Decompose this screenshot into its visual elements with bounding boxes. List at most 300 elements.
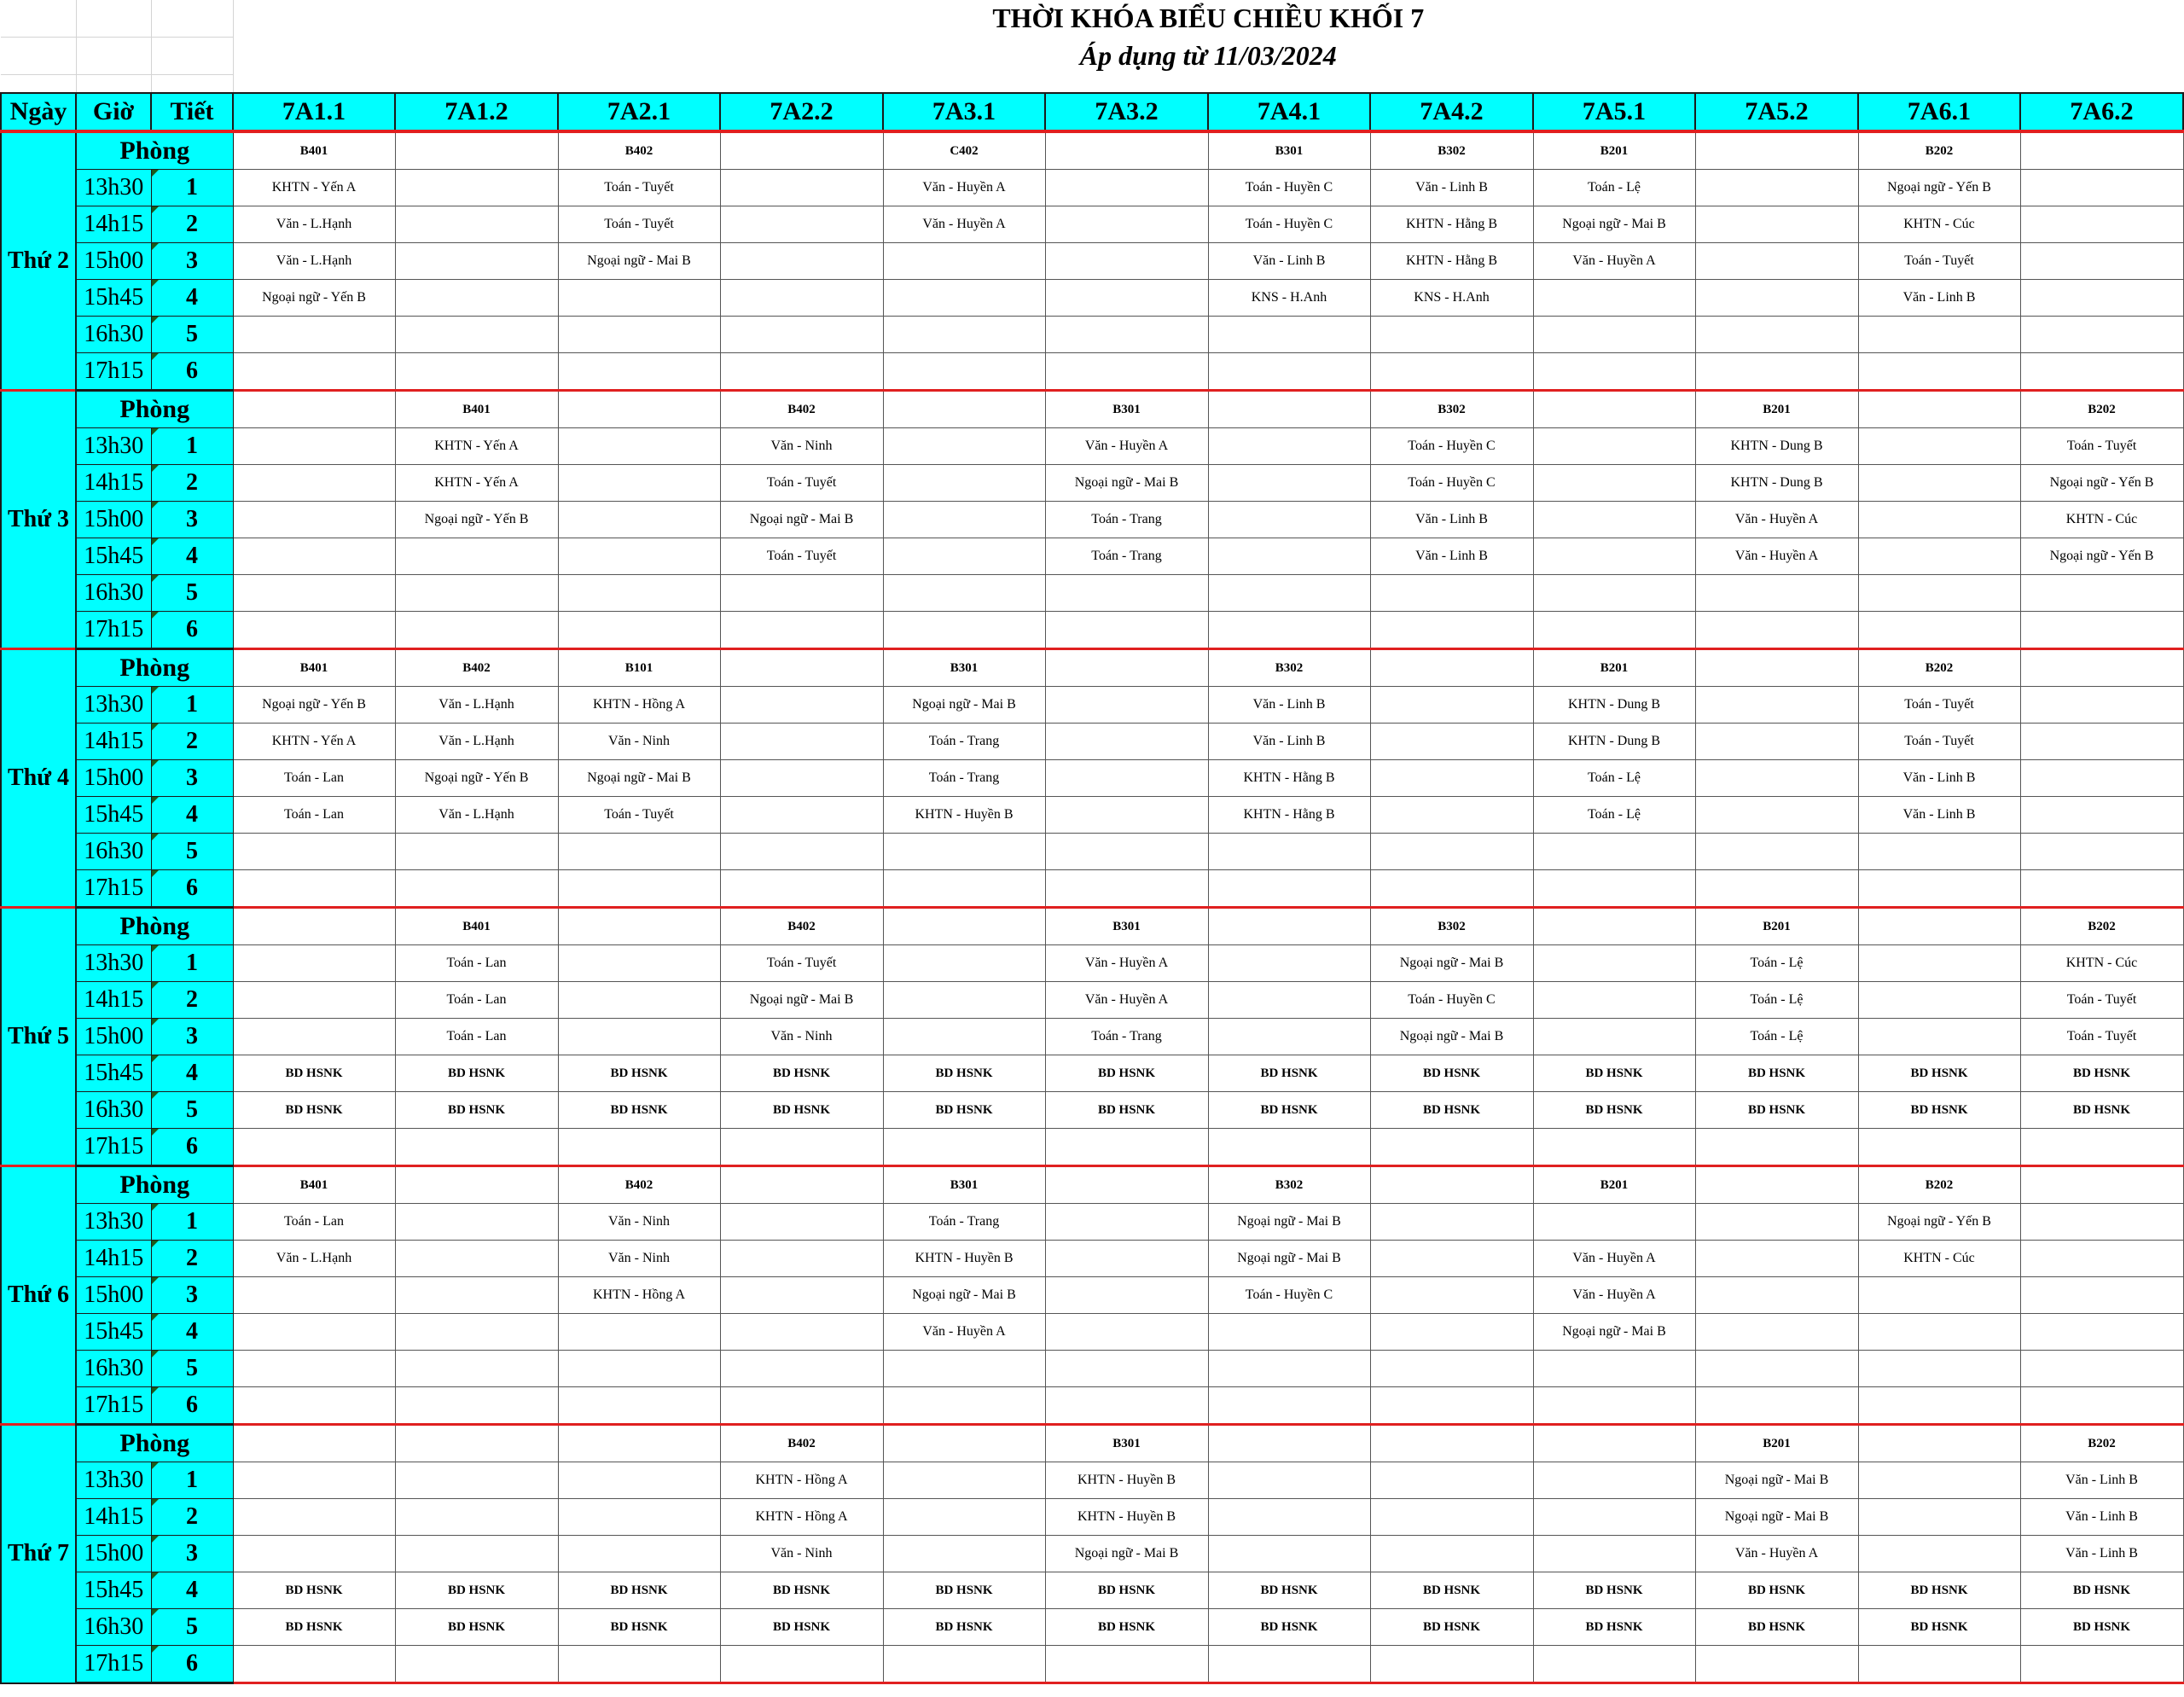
period-time: 14h15 bbox=[76, 465, 151, 502]
room-cell: B201 bbox=[1695, 1425, 1858, 1462]
period-number: 2 bbox=[151, 465, 233, 502]
lesson-cell bbox=[883, 612, 1045, 649]
lesson-cell bbox=[883, 428, 1045, 465]
period-time: 13h30 bbox=[76, 1204, 151, 1241]
room-cell bbox=[1045, 649, 1208, 687]
lesson-cell bbox=[1695, 1314, 1858, 1351]
lesson-cell bbox=[720, 1277, 883, 1314]
header-class: 7A1.2 bbox=[395, 93, 558, 131]
lesson-cell bbox=[2020, 317, 2183, 353]
period-row bbox=[1, 870, 2183, 908]
lesson-cell: BD HSNK bbox=[1370, 1092, 1533, 1129]
lesson-cell bbox=[1695, 1204, 1858, 1241]
room-cell: B301 bbox=[1208, 131, 1370, 170]
room-cell bbox=[720, 131, 883, 170]
lesson-cell: Văn - L.Hạnh bbox=[395, 797, 558, 834]
lesson-cell bbox=[1370, 1387, 1533, 1425]
period-number: 4 bbox=[151, 797, 233, 834]
lesson-cell bbox=[558, 280, 720, 317]
room-cell bbox=[720, 649, 883, 687]
room-cell: B202 bbox=[2020, 1425, 2183, 1462]
lesson-cell: Văn - Huyền A bbox=[1533, 243, 1695, 280]
lesson-cell: Toán - Huyền C bbox=[1370, 428, 1533, 465]
lesson-cell: Văn - Huyền A bbox=[883, 206, 1045, 243]
lesson-cell: KHTN - Hằng B bbox=[1370, 243, 1533, 280]
lesson-cell bbox=[558, 1387, 720, 1425]
lesson-cell: Toán - Lan bbox=[233, 1204, 395, 1241]
lesson-cell: Ngoại ngữ - Yến B bbox=[233, 280, 395, 317]
lesson-cell: Văn - Huyền A bbox=[1695, 1536, 1858, 1572]
room-cell: B202 bbox=[1858, 131, 2020, 170]
lesson-cell bbox=[395, 1204, 558, 1241]
lesson-cell bbox=[883, 1536, 1045, 1572]
lesson-cell: KHTN - Dung B bbox=[1695, 428, 1858, 465]
period-number: 6 bbox=[151, 1646, 233, 1683]
lesson-cell bbox=[883, 1019, 1045, 1055]
lesson-cell: Ngoại ngữ - Mai B bbox=[1208, 1204, 1370, 1241]
lesson-cell: Toán - Lệ bbox=[1695, 1019, 1858, 1055]
lesson-cell bbox=[1695, 243, 1858, 280]
period-time: 13h30 bbox=[76, 428, 151, 465]
lesson-cell bbox=[1695, 870, 1858, 908]
period-row bbox=[1, 797, 2183, 834]
period-number: 2 bbox=[151, 206, 233, 243]
period-row bbox=[1, 243, 2183, 280]
lesson-cell bbox=[233, 353, 395, 391]
period-row bbox=[1, 687, 2183, 724]
lesson-cell bbox=[883, 502, 1045, 538]
period-number: 4 bbox=[151, 1572, 233, 1609]
lesson-cell: Văn - L.Hạnh bbox=[233, 1241, 395, 1277]
lesson-cell: Ngoại ngữ - Mai B bbox=[1695, 1462, 1858, 1499]
lesson-cell: Toán - Trang bbox=[1045, 502, 1208, 538]
lesson-cell: Ngoại ngữ - Mai B bbox=[1370, 945, 1533, 982]
lesson-cell bbox=[233, 428, 395, 465]
period-row bbox=[1, 206, 2183, 243]
lesson-cell bbox=[395, 280, 558, 317]
period-number: 1 bbox=[151, 687, 233, 724]
lesson-cell bbox=[883, 870, 1045, 908]
lesson-cell bbox=[395, 1387, 558, 1425]
lesson-cell bbox=[1045, 243, 1208, 280]
room-cell bbox=[1533, 391, 1695, 428]
lesson-cell bbox=[720, 1387, 883, 1425]
room-cell bbox=[395, 1425, 558, 1462]
room-cell: C402 bbox=[883, 131, 1045, 170]
lesson-cell: Văn - Linh B bbox=[2020, 1462, 2183, 1499]
lesson-cell: BD HSNK bbox=[1045, 1055, 1208, 1092]
room-cell: B301 bbox=[1045, 391, 1208, 428]
room-cell: B301 bbox=[1045, 1425, 1208, 1462]
lesson-cell bbox=[1858, 538, 2020, 575]
lesson-cell bbox=[2020, 1277, 2183, 1314]
lesson-cell bbox=[395, 170, 558, 206]
period-row bbox=[1, 1204, 2183, 1241]
lesson-cell bbox=[1858, 1019, 2020, 1055]
lesson-cell: BD HSNK bbox=[233, 1609, 395, 1646]
room-cell bbox=[233, 908, 395, 945]
room-cell bbox=[1533, 908, 1695, 945]
lesson-cell: BD HSNK bbox=[395, 1609, 558, 1646]
lesson-cell bbox=[1208, 834, 1370, 870]
lesson-cell bbox=[720, 243, 883, 280]
lesson-cell bbox=[1533, 1129, 1695, 1166]
lesson-cell bbox=[233, 834, 395, 870]
lesson-cell: KHTN - Yến A bbox=[233, 170, 395, 206]
lesson-cell bbox=[558, 1351, 720, 1387]
lesson-cell: Văn - Ninh bbox=[558, 1241, 720, 1277]
lesson-cell bbox=[395, 317, 558, 353]
lesson-cell: Ngoại ngữ - Yến B bbox=[2020, 465, 2183, 502]
lesson-cell bbox=[395, 1241, 558, 1277]
lesson-cell: Văn - L.Hạnh bbox=[395, 724, 558, 760]
day-label: Thứ 4 bbox=[1, 649, 76, 908]
lesson-cell bbox=[720, 834, 883, 870]
lesson-cell bbox=[558, 1499, 720, 1536]
lesson-cell bbox=[558, 945, 720, 982]
lesson-cell: KHTN - Hằng B bbox=[1208, 760, 1370, 797]
lesson-cell bbox=[720, 1646, 883, 1683]
lesson-cell: Toán - Tuyết bbox=[1858, 687, 2020, 724]
lesson-cell: Toán - Tuyết bbox=[558, 797, 720, 834]
lesson-cell bbox=[2020, 760, 2183, 797]
lesson-cell bbox=[1858, 1462, 2020, 1499]
period-time: 15h00 bbox=[76, 243, 151, 280]
lesson-cell bbox=[1533, 317, 1695, 353]
period-time: 15h00 bbox=[76, 1536, 151, 1572]
period-time: 13h30 bbox=[76, 687, 151, 724]
lesson-cell: KNS - H.Anh bbox=[1370, 280, 1533, 317]
lesson-cell bbox=[883, 1351, 1045, 1387]
lesson-cell: KHTN - Hồng A bbox=[558, 687, 720, 724]
lesson-cell bbox=[1695, 1351, 1858, 1387]
room-row bbox=[1, 131, 2183, 170]
lesson-cell: Ngoại ngữ - Mai B bbox=[720, 502, 883, 538]
period-row bbox=[1, 538, 2183, 575]
period-number: 4 bbox=[151, 538, 233, 575]
header-class: 7A6.1 bbox=[1858, 93, 2020, 131]
lesson-cell bbox=[1858, 353, 2020, 391]
lesson-cell bbox=[1370, 1277, 1533, 1314]
lesson-cell bbox=[1370, 575, 1533, 612]
period-time: 14h15 bbox=[76, 724, 151, 760]
period-row bbox=[1, 1129, 2183, 1166]
lesson-cell: Văn - L.Hạnh bbox=[233, 243, 395, 280]
lesson-cell: Ngoại ngữ - Yến B bbox=[2020, 538, 2183, 575]
room-row bbox=[1, 1425, 2183, 1462]
day-label: Thứ 6 bbox=[1, 1166, 76, 1425]
lesson-cell: Ngoại ngữ - Yến B bbox=[1858, 1204, 2020, 1241]
lesson-cell: Ngoại ngữ - Mai B bbox=[558, 760, 720, 797]
lesson-cell: Văn - Linh B bbox=[1858, 797, 2020, 834]
lesson-cell bbox=[2020, 1314, 2183, 1351]
lesson-cell: Toán - Lệ bbox=[1533, 760, 1695, 797]
lesson-cell: Toán - Huyền C bbox=[1208, 170, 1370, 206]
period-time: 16h30 bbox=[76, 834, 151, 870]
lesson-cell bbox=[1858, 1314, 2020, 1351]
day-label: Thứ 3 bbox=[1, 391, 76, 649]
lesson-cell bbox=[1533, 982, 1695, 1019]
day-label: Thứ 2 bbox=[1, 131, 76, 391]
header-class: 7A5.2 bbox=[1695, 93, 1858, 131]
lesson-cell bbox=[2020, 612, 2183, 649]
lesson-cell: Toán - Tuyết bbox=[558, 170, 720, 206]
lesson-cell bbox=[883, 280, 1045, 317]
lesson-cell: BD HSNK bbox=[395, 1092, 558, 1129]
lesson-cell bbox=[1370, 1536, 1533, 1572]
lesson-cell bbox=[233, 945, 395, 982]
room-cell bbox=[1045, 131, 1208, 170]
period-row bbox=[1, 945, 2183, 982]
lesson-cell: Toán - Trang bbox=[883, 760, 1045, 797]
lesson-cell: Văn - Huyền A bbox=[883, 170, 1045, 206]
phong-label: Phòng bbox=[76, 1166, 233, 1204]
period-row bbox=[1, 1055, 2183, 1092]
room-cell bbox=[1208, 391, 1370, 428]
lesson-cell: Toán - Tuyết bbox=[720, 465, 883, 502]
lesson-cell: KHTN - Dung B bbox=[1533, 724, 1695, 760]
period-number: 5 bbox=[151, 317, 233, 353]
period-number: 2 bbox=[151, 1499, 233, 1536]
lesson-cell bbox=[2020, 797, 2183, 834]
lesson-cell bbox=[1208, 538, 1370, 575]
page-subtitle: Áp dụng từ 11/03/2024 bbox=[1079, 40, 1337, 71]
lesson-cell bbox=[2020, 870, 2183, 908]
period-time: 17h15 bbox=[76, 1387, 151, 1425]
room-cell: B302 bbox=[1370, 131, 1533, 170]
period-time: 17h15 bbox=[76, 1129, 151, 1166]
lesson-cell bbox=[1533, 465, 1695, 502]
lesson-cell bbox=[1208, 1019, 1370, 1055]
lesson-cell bbox=[233, 465, 395, 502]
period-time: 15h45 bbox=[76, 538, 151, 575]
lesson-cell bbox=[233, 1314, 395, 1351]
lesson-cell bbox=[883, 834, 1045, 870]
lesson-cell bbox=[558, 1129, 720, 1166]
lesson-cell bbox=[883, 982, 1045, 1019]
period-number: 4 bbox=[151, 280, 233, 317]
period-time: 15h00 bbox=[76, 1277, 151, 1314]
lesson-cell bbox=[2020, 687, 2183, 724]
period-row bbox=[1, 280, 2183, 317]
lesson-cell bbox=[395, 1462, 558, 1499]
lesson-cell bbox=[558, 538, 720, 575]
lesson-cell bbox=[233, 870, 395, 908]
lesson-cell bbox=[1695, 1646, 1858, 1683]
lesson-cell: BD HSNK bbox=[1533, 1572, 1695, 1609]
period-time: 17h15 bbox=[76, 870, 151, 908]
room-cell: B401 bbox=[233, 1166, 395, 1204]
period-row bbox=[1, 1646, 2183, 1683]
lesson-cell bbox=[1208, 465, 1370, 502]
lesson-cell bbox=[1045, 1204, 1208, 1241]
lesson-cell bbox=[1045, 612, 1208, 649]
period-time: 13h30 bbox=[76, 1462, 151, 1499]
lesson-cell bbox=[720, 353, 883, 391]
lesson-cell: Văn - Linh B bbox=[1858, 280, 2020, 317]
lesson-cell bbox=[233, 538, 395, 575]
lesson-cell: Ngoại ngữ - Mai B bbox=[1208, 1241, 1370, 1277]
period-time: 14h15 bbox=[76, 206, 151, 243]
lesson-cell: Văn - Linh B bbox=[1370, 538, 1533, 575]
room-cell: B201 bbox=[1533, 1166, 1695, 1204]
lesson-cell bbox=[1695, 760, 1858, 797]
period-row bbox=[1, 1462, 2183, 1499]
lesson-cell bbox=[1045, 1351, 1208, 1387]
lesson-cell: Văn - Linh B bbox=[1370, 502, 1533, 538]
lesson-cell bbox=[1858, 1536, 2020, 1572]
room-cell bbox=[1045, 1166, 1208, 1204]
room-cell bbox=[233, 1425, 395, 1462]
lesson-cell: KHTN - Cúc bbox=[2020, 502, 2183, 538]
lesson-cell bbox=[2020, 834, 2183, 870]
lesson-cell bbox=[395, 1646, 558, 1683]
lesson-cell: KHTN - Huyền B bbox=[1045, 1462, 1208, 1499]
lesson-cell bbox=[883, 1462, 1045, 1499]
lesson-cell bbox=[2020, 170, 2183, 206]
period-row bbox=[1, 1019, 2183, 1055]
lesson-cell: Văn - Linh B bbox=[1208, 243, 1370, 280]
period-row bbox=[1, 575, 2183, 612]
lesson-cell bbox=[883, 575, 1045, 612]
room-cell bbox=[1370, 1425, 1533, 1462]
lesson-cell bbox=[395, 834, 558, 870]
lesson-cell: Ngoại ngữ - Yến B bbox=[395, 760, 558, 797]
lesson-cell: BD HSNK bbox=[1695, 1609, 1858, 1646]
header-class: 7A3.1 bbox=[883, 93, 1045, 131]
lesson-cell bbox=[395, 612, 558, 649]
lesson-cell bbox=[720, 317, 883, 353]
period-time: 15h00 bbox=[76, 1019, 151, 1055]
lesson-cell: Toán - Lan bbox=[395, 982, 558, 1019]
lesson-cell bbox=[1208, 870, 1370, 908]
lesson-cell: BD HSNK bbox=[720, 1092, 883, 1129]
lesson-cell: Toán - Lan bbox=[233, 797, 395, 834]
lesson-cell bbox=[395, 575, 558, 612]
lesson-cell bbox=[1858, 870, 2020, 908]
lesson-cell bbox=[233, 317, 395, 353]
lesson-cell bbox=[1858, 612, 2020, 649]
period-time: 17h15 bbox=[76, 1646, 151, 1683]
lesson-cell: KHTN - Dung B bbox=[1695, 465, 1858, 502]
lesson-cell bbox=[1695, 612, 1858, 649]
lesson-cell: Toán - Lệ bbox=[1533, 170, 1695, 206]
lesson-cell: Ngoại ngữ - Mai B bbox=[720, 982, 883, 1019]
lesson-cell bbox=[1045, 724, 1208, 760]
lesson-cell: Văn - Huyền A bbox=[1695, 502, 1858, 538]
period-row bbox=[1, 502, 2183, 538]
day-label: Thứ 5 bbox=[1, 908, 76, 1166]
lesson-cell bbox=[2020, 1646, 2183, 1683]
lesson-cell: Ngoại ngữ - Mai B bbox=[1045, 465, 1208, 502]
room-cell: B301 bbox=[883, 1166, 1045, 1204]
lesson-cell bbox=[1533, 280, 1695, 317]
lesson-cell: BD HSNK bbox=[1858, 1572, 2020, 1609]
lesson-cell bbox=[720, 724, 883, 760]
header-class: 7A2.1 bbox=[558, 93, 720, 131]
lesson-cell bbox=[2020, 353, 2183, 391]
period-number: 6 bbox=[151, 1129, 233, 1166]
lesson-cell bbox=[883, 465, 1045, 502]
lesson-cell bbox=[1045, 170, 1208, 206]
lesson-cell bbox=[395, 1536, 558, 1572]
lesson-cell bbox=[720, 575, 883, 612]
lesson-cell bbox=[1208, 1499, 1370, 1536]
lesson-cell bbox=[1533, 428, 1695, 465]
period-time: 14h15 bbox=[76, 1241, 151, 1277]
lesson-cell bbox=[1533, 1019, 1695, 1055]
lesson-cell bbox=[1858, 1499, 2020, 1536]
lesson-cell: BD HSNK bbox=[395, 1055, 558, 1092]
room-cell: B402 bbox=[558, 1166, 720, 1204]
period-row bbox=[1, 1351, 2183, 1387]
period-time: 15h00 bbox=[76, 760, 151, 797]
header-class: 7A3.2 bbox=[1045, 93, 1208, 131]
period-time: 14h15 bbox=[76, 982, 151, 1019]
lesson-cell bbox=[1370, 317, 1533, 353]
period-number: 6 bbox=[151, 1387, 233, 1425]
room-cell bbox=[883, 391, 1045, 428]
period-time: 16h30 bbox=[76, 575, 151, 612]
day-label: Thứ 7 bbox=[1, 1425, 76, 1683]
lesson-cell bbox=[1045, 1314, 1208, 1351]
header-ngay: Ngày bbox=[1, 93, 76, 131]
period-number: 5 bbox=[151, 1351, 233, 1387]
room-cell bbox=[1370, 1166, 1533, 1204]
lesson-cell bbox=[395, 353, 558, 391]
header-class: 7A6.2 bbox=[2020, 93, 2183, 131]
room-cell bbox=[1370, 649, 1533, 687]
lesson-cell bbox=[1858, 945, 2020, 982]
period-time: 13h30 bbox=[76, 170, 151, 206]
lesson-cell: BD HSNK bbox=[883, 1609, 1045, 1646]
lesson-cell: Toán - Huyền C bbox=[1208, 206, 1370, 243]
lesson-cell bbox=[558, 1536, 720, 1572]
lesson-cell bbox=[1208, 1314, 1370, 1351]
lesson-cell: BD HSNK bbox=[558, 1092, 720, 1129]
room-cell bbox=[1208, 908, 1370, 945]
lesson-cell: Văn - Ninh bbox=[720, 1536, 883, 1572]
lesson-cell: KNS - H.Anh bbox=[1208, 280, 1370, 317]
lesson-cell bbox=[558, 1019, 720, 1055]
lesson-cell bbox=[1370, 353, 1533, 391]
lesson-cell bbox=[2020, 206, 2183, 243]
lesson-cell bbox=[558, 575, 720, 612]
period-row bbox=[1, 1314, 2183, 1351]
lesson-cell: BD HSNK bbox=[1695, 1092, 1858, 1129]
period-time: 15h45 bbox=[76, 1055, 151, 1092]
room-cell bbox=[2020, 649, 2183, 687]
lesson-cell bbox=[1045, 575, 1208, 612]
room-cell bbox=[1533, 1425, 1695, 1462]
lesson-cell: Ngoại ngữ - Mai B bbox=[883, 1277, 1045, 1314]
lesson-cell: BD HSNK bbox=[1045, 1572, 1208, 1609]
lesson-cell bbox=[1533, 870, 1695, 908]
period-row bbox=[1, 1609, 2183, 1646]
lesson-cell bbox=[2020, 1204, 2183, 1241]
lesson-cell bbox=[1533, 575, 1695, 612]
room-row bbox=[1, 1166, 2183, 1204]
lesson-cell: Văn - Ninh bbox=[558, 1204, 720, 1241]
lesson-cell bbox=[2020, 1129, 2183, 1166]
lesson-cell bbox=[2020, 1387, 2183, 1425]
lesson-cell bbox=[233, 1277, 395, 1314]
header-class: 7A4.1 bbox=[1208, 93, 1370, 131]
lesson-cell bbox=[1695, 170, 1858, 206]
lesson-cell: Toán - Lan bbox=[395, 1019, 558, 1055]
lesson-cell: BD HSNK bbox=[1858, 1055, 2020, 1092]
phong-label: Phòng bbox=[76, 908, 233, 945]
